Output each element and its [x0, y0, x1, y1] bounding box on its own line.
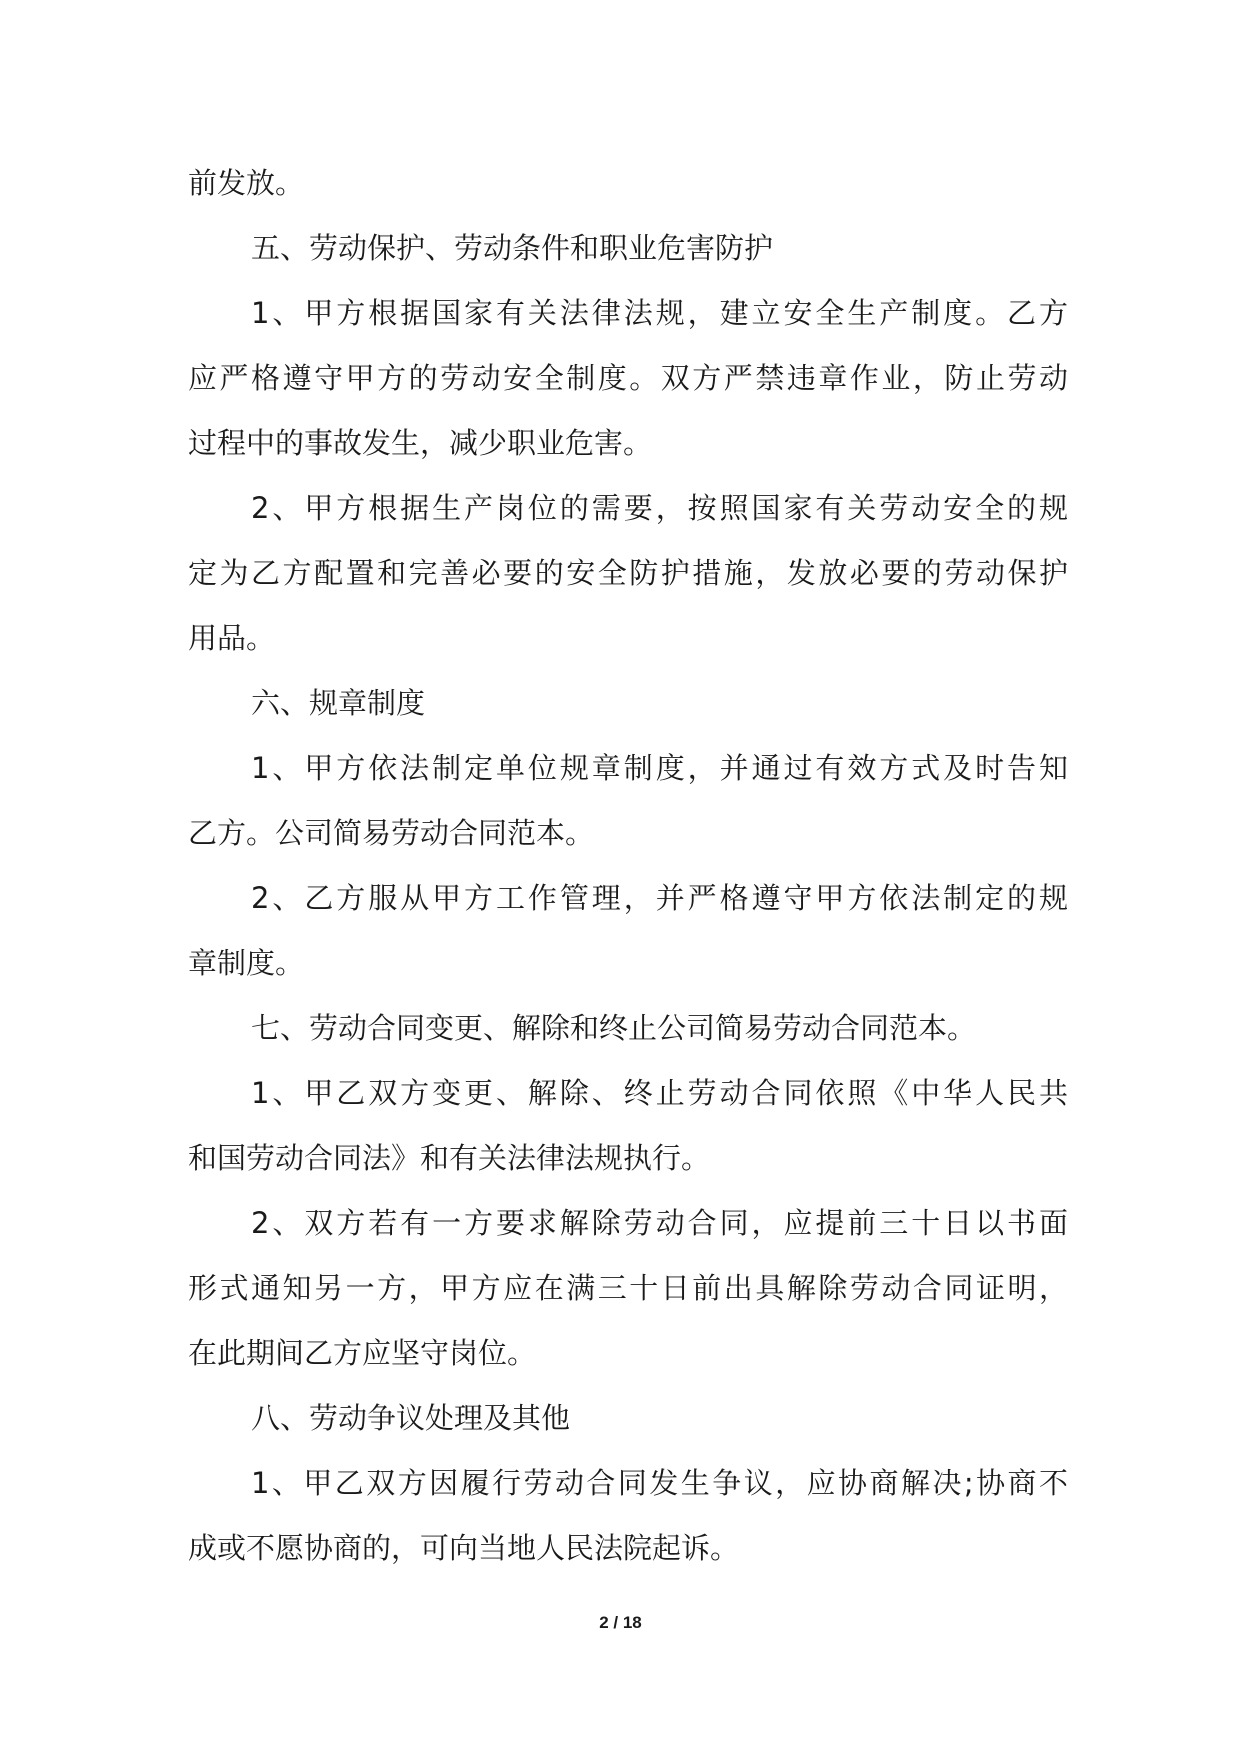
section-heading-eight: 八、劳动争议处理及其他	[251, 1401, 571, 1435]
body-line: 过程中的事故发生，减少职业危害。	[188, 426, 653, 460]
body-line: 应严格遵守甲方的劳动安全制度。双方严禁违章作业，防止劳动	[188, 361, 1068, 395]
body-line: 1、甲方根据国家有关法律法规，建立安全生产制度。乙方	[251, 296, 1068, 330]
body-line: 定为乙方配置和完善必要的安全防护措施，发放必要的劳动保护	[188, 556, 1068, 590]
body-line: 形式通知另一方，甲方应在满三十日前出具解除劳动合同证明，	[188, 1271, 1068, 1305]
body-line: 在此期间乙方应坚守岗位。	[188, 1336, 537, 1370]
body-line: 用品。	[188, 621, 276, 655]
section-heading-five: 五、劳动保护、劳动条件和职业危害防护	[251, 231, 774, 265]
body-line: 2、双方若有一方要求解除劳动合同，应提前三十日以书面	[251, 1206, 1068, 1240]
page-number: 2 / 18	[599, 1613, 642, 1632]
body-line: 和国劳动合同法》和有关法律法规执行。	[188, 1141, 711, 1175]
section-heading-seven: 七、劳动合同变更、解除和终止公司简易劳动合同范本。	[251, 1011, 977, 1045]
body-line: 成或不愿协商的，可向当地人民法院起诉。	[188, 1531, 740, 1565]
body-line: 章制度。	[188, 946, 305, 980]
section-heading-six: 六、规章制度	[251, 686, 426, 720]
body-line: 1、甲乙双方因履行劳动合同发生争议，应协商解决;协商不	[251, 1466, 1068, 1500]
body-line: 2、甲方根据生产岗位的需要，按照国家有关劳动安全的规	[251, 491, 1068, 525]
body-line: 2、乙方服从甲方工作管理，并严格遵守甲方依法制定的规	[251, 881, 1068, 915]
document-body	[188, 158, 1068, 1588]
body-line: 1、甲乙双方变更、解除、终止劳动合同依照《中华人民共	[251, 1076, 1068, 1110]
body-line: 1、甲方依法制定单位规章制度，并通过有效方式及时告知	[251, 751, 1068, 785]
body-line: 前发放。	[188, 166, 305, 200]
body-line: 乙方。公司简易劳动合同范本。	[188, 816, 595, 850]
